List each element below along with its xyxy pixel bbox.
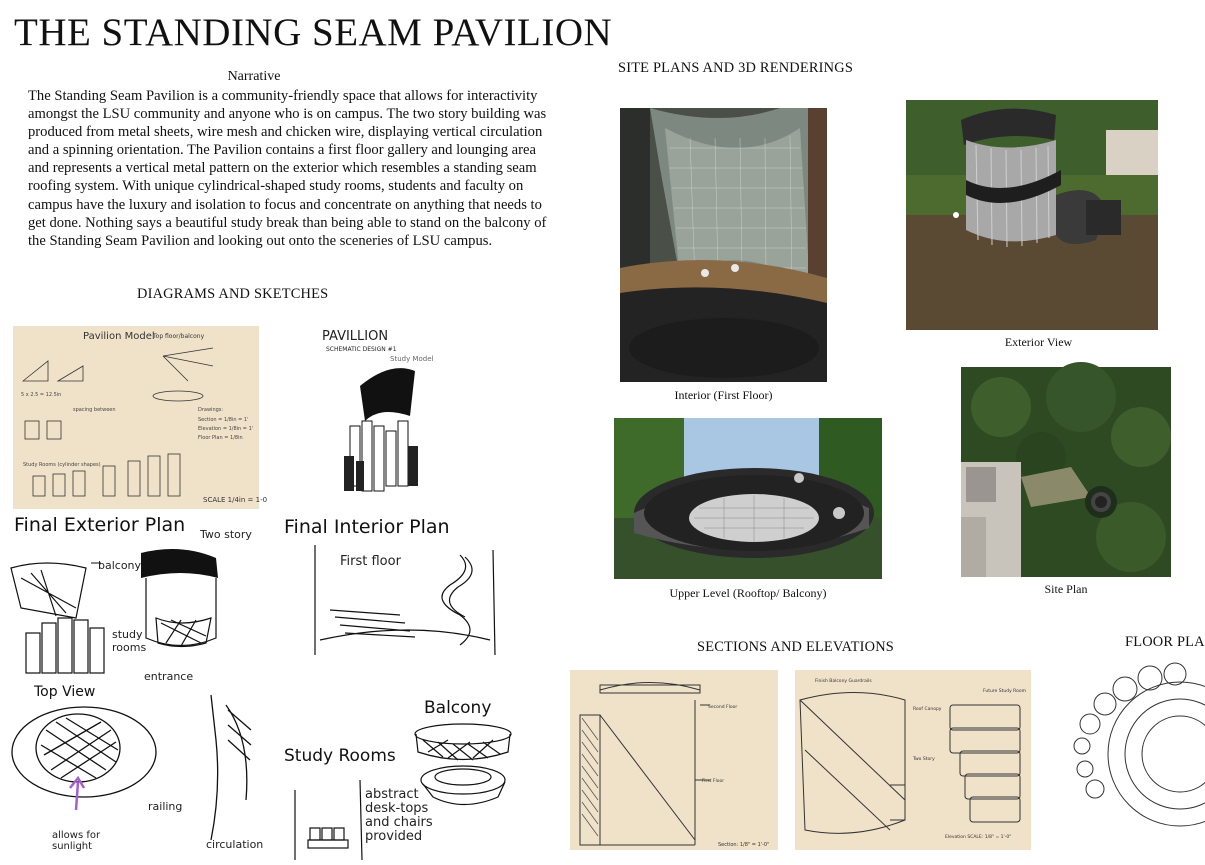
balcony-title: Balcony xyxy=(424,698,492,718)
elevation-top-note: Finish Balcony Guardrails xyxy=(815,679,872,684)
interior-sketch-drawing xyxy=(310,545,515,665)
interior-caption: Interior (First Floor) xyxy=(674,388,773,402)
site-plan-caption: Site Plan xyxy=(1044,582,1088,596)
final-interior-title: Final Interior Plan xyxy=(284,516,450,538)
first-floor-note: First floor xyxy=(340,554,401,569)
site-plans-heading: SITE PLANS AND 3D RENDERINGS xyxy=(618,60,854,76)
schematic-study: Study Model xyxy=(390,355,434,363)
narrative-label: Narrative xyxy=(227,69,281,84)
entrance-note: entrance xyxy=(144,670,194,683)
page-title: THE STANDING SEAM PAVILION xyxy=(14,11,613,54)
site-plan-image xyxy=(961,367,1171,577)
balcony-sketch xyxy=(408,722,518,812)
floor-plan-drawing xyxy=(1070,664,1202,854)
final-exterior-title: Final Exterior Plan xyxy=(14,514,186,536)
two-story-note: Two story xyxy=(200,528,252,541)
interior-rendering xyxy=(620,108,827,382)
section-drawing xyxy=(570,670,778,850)
floor-plans-heading: FLOOR PLA xyxy=(1125,634,1205,650)
top-view-sketch xyxy=(6,700,264,860)
section-first-floor: First Floor xyxy=(702,779,725,784)
top-floor-label: Top floor/balcony xyxy=(153,333,205,340)
schematic-title: PAVILLION xyxy=(322,329,389,344)
top-view-label: Top View xyxy=(34,684,96,700)
study-rooms-sketch xyxy=(290,780,370,860)
sections-elevations-heading: SECTIONS AND ELEVATIONS xyxy=(697,639,895,655)
exterior-rendering xyxy=(906,100,1158,330)
section-second-floor: Second Floor xyxy=(708,705,738,710)
exterior-caption: Exterior View xyxy=(1004,335,1073,349)
allows-sunlight-note: allows for sunlight xyxy=(52,830,101,852)
elevation-scale: Elevation SCALE: 1/8" = 1'-0" xyxy=(945,835,1012,840)
svg-text:Elevation = 1/8in = 1': Elevation = 1/8in = 1' xyxy=(198,426,254,432)
scale-note: SCALE 1/4in = 1-0 xyxy=(203,496,268,504)
svg-text:Section = 1/8in = 1': Section = 1/8in = 1' xyxy=(198,417,249,423)
upper-level-caption: Upper Level (Rooftop/ Balcony) xyxy=(669,586,827,600)
svg-text:5 x 2.5 = 12.5in: 5 x 2.5 = 12.5in xyxy=(21,392,62,398)
abstract-note: abstract desk-tops and chairs provided xyxy=(365,787,433,844)
railing-note: railing xyxy=(148,800,183,813)
narrative-body: The Standing Seam Pavilion is a community-friendly space that allows for interactivity amongst the LSU community and anyone who is on campus. The two story building was produced from metal sheets, wire mesh and chicken wire, displaying vertical circulation and a spinning orientation. The Pavilion contains a first floor gallery and lounging area and represents a vertical metal pattern on the exterior which resembles a standing seam roofing system. With unique cylindrical-shaped study rooms, students and faculty on campus have the luxury and isolation to focus and concentrate on anything that needs to get done. Nothing says a beautiful study break than being able to stand on the balcony of the Standing Seam Pavilion and looking out onto the sceneries of LSU campus. xyxy=(28,88,547,249)
elevation-drawing xyxy=(795,670,1031,850)
diagrams-heading: DIAGRAMS AND SKETCHES xyxy=(137,286,329,302)
elevation-future-note: Future Study Room xyxy=(983,689,1026,694)
schematic-sub: SCHEMATIC DESIGN #1 xyxy=(326,346,397,353)
schematic-design-sketch xyxy=(320,326,450,506)
svg-text:Study Rooms (cylinder shapes): Study Rooms (cylinder shapes) xyxy=(23,462,101,468)
svg-text:spacing between: spacing between xyxy=(73,407,116,413)
svg-text:Floor Plan = 1/8in: Floor Plan = 1/8in xyxy=(198,435,243,441)
elevation-two-story-note: Two Story xyxy=(913,757,935,762)
pavilion-model-sketch xyxy=(13,326,268,509)
elevation-roof-note: Roof Canopy xyxy=(913,707,942,712)
pavilion-model-label: Pavilion Model xyxy=(83,331,155,342)
svg-text:Drawings:: Drawings: xyxy=(198,407,224,413)
circulation-note: circulation xyxy=(206,838,264,851)
balcony-note: balcony xyxy=(98,559,142,572)
study-rooms-note: study rooms xyxy=(112,628,147,654)
section-scale: Section: 1/8" = 1'-0" xyxy=(718,842,770,848)
upper-level-rendering xyxy=(614,418,882,579)
study-rooms-title: Study Rooms xyxy=(284,746,396,766)
